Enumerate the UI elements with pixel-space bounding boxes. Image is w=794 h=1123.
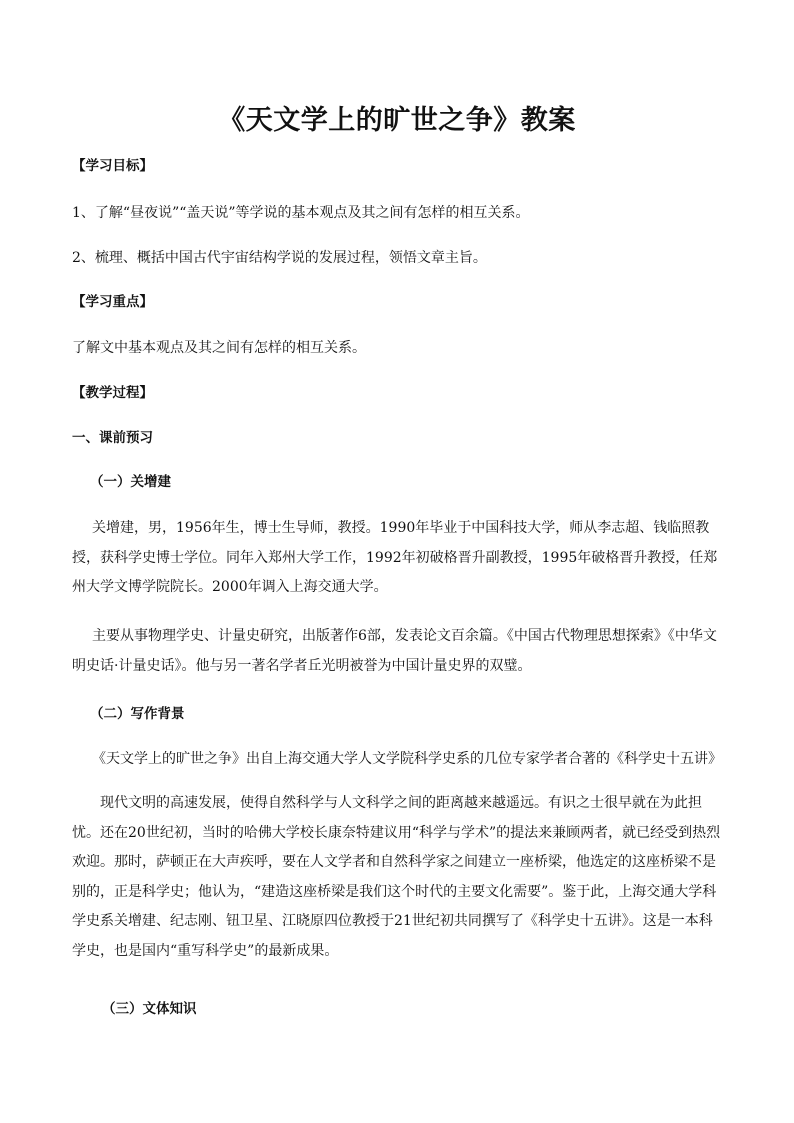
goal-item-1: 1、了解“昼夜说”“盖天说”等学说的基本观点及其之间有怎样的相互关系。 [72, 205, 530, 221]
author-paragraph-2: 主要从事物理学史、计量史研究，出版著作6部，发表论文百余篇。《中国古代物理思想探索》《中华文明史话·计量史话》。他与另一著名学者丘光明被誉为中国计量史界的双璧。 [72, 628, 717, 674]
part-heading-preview: 一、课前预习 [72, 430, 153, 446]
section-heading-goals: 【学习目标】 [72, 158, 153, 174]
section-heading-key-points: 【学习重点】 [72, 294, 153, 310]
author-paragraph-1: 关增建，男，1956年生，博士生导师，教授。1990年毕业于中国科技大学，师从李志超、钱临照教授，获科学史博士学位。同年入郑州大学工作，1992年初破格晋升副教授，1995年破格晋升教授，任郑州大学文博学院院长。2000年调入上海交通大学。 [72, 520, 718, 595]
subheading-background: （二）写作背景 [90, 706, 185, 722]
page-title: 《天文学上的旷世之争》教案 [218, 105, 576, 136]
background-paragraph-2: 现代文明的高速发展，使得自然科学与人文科学之间的距离越来越遥远。有识之士很早就在为此担忧。还在20世纪初，当时的哈佛大学校长康奈特建议用“科学与学术”的提法来兼顾两者，就已经受到热烈欢迎。那时，萨顿正在大声疾呼，要在人文学者和自然科学家之间建立一座桥梁，他选定的这座桥梁不是别的，正是科学史；他认为，“建造这座桥梁是我们这个时代的主要文化需要”。鉴于此，上海交通大学科学史系关增建、纪志刚、钮卫星、江晓原四位教授于21世纪初共同撰写了《科学史十五讲》。这是一本科学史，也是国内“重写科学史”的最新成果。 [72, 795, 721, 959]
subheading-author: （一）关增建 [90, 474, 171, 490]
background-paragraph-1: 《天文学上的旷世之争》出自上海交通大学人文学院科学史系的几位专家学者合著的《科学史十五讲》 [92, 751, 722, 767]
section-heading-process: 【教学过程】 [72, 385, 153, 401]
key-points-text: 了解文中基本观点及其之间有怎样的相互关系。 [72, 340, 366, 356]
subheading-genre: （三）文体知识 [102, 1001, 197, 1017]
goal-item-2: 2、梳理、概括中国古代宇宙结构学说的发展过程，领悟文章主旨。 [72, 250, 487, 266]
